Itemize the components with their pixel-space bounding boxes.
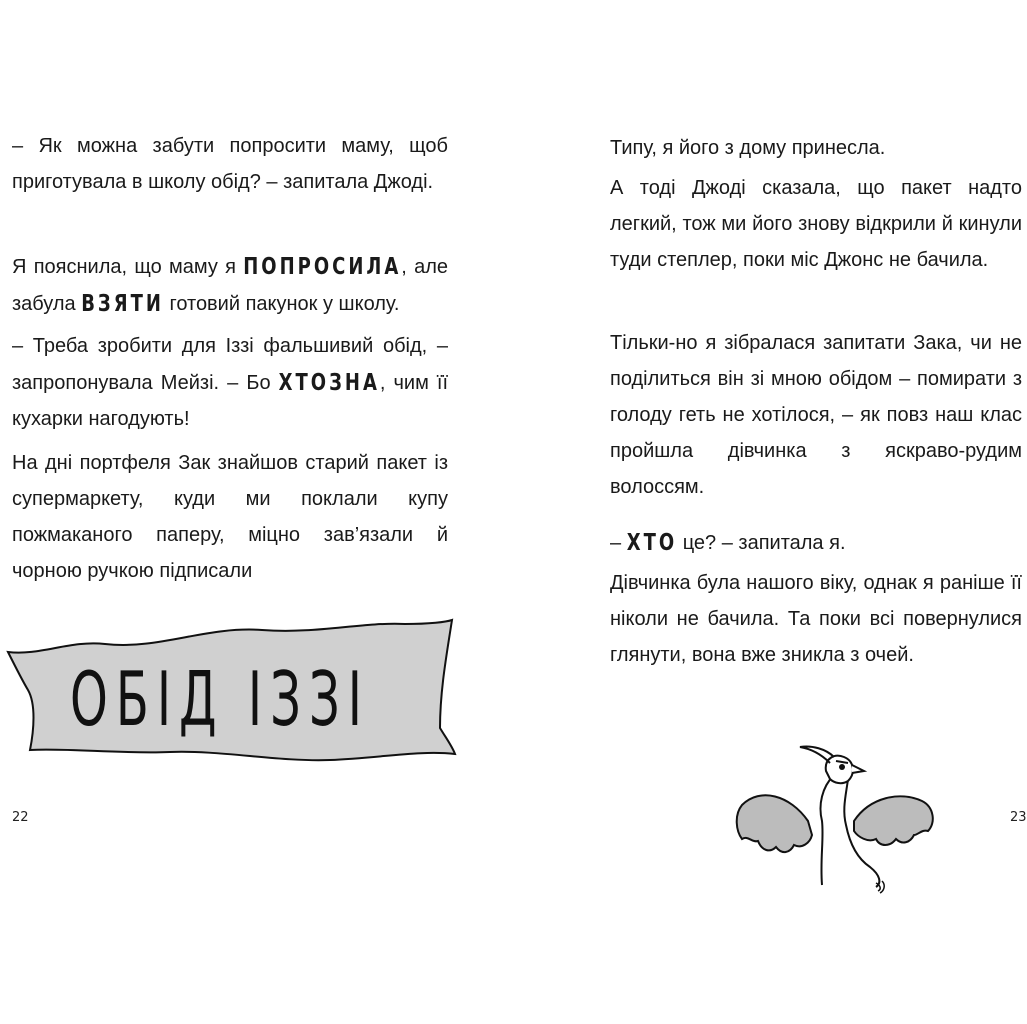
bird-eye bbox=[839, 764, 845, 770]
paragraph-r5-text: Дівчинка була нашого віку, однак я раніше її ніколи не бачила. Та поки всі повернулися глянути, вона вже зникла з очей. bbox=[610, 572, 1022, 666]
paragraph-r2-text: А тоді Джоді сказала, що пакет надто легкий, тож ми його знову відкрили й кинули туди степлер, поки міс Джонс не бачила. bbox=[610, 177, 1022, 271]
lunch-label-banner bbox=[0, 600, 470, 770]
paragraph-1 bbox=[12, 128, 448, 200]
page-number-left: 22 bbox=[12, 810, 29, 825]
paragraph-1-text: – Як можна забути попросити маму, щоб приготувала в школу обід? – запитала Джоді. bbox=[12, 135, 448, 193]
paragraph-r3 bbox=[610, 325, 1022, 505]
paragraph-r5 bbox=[610, 565, 1022, 673]
paragraph-3-text-b: , чим її кухарки нагодують! bbox=[12, 372, 449, 430]
paragraph-r4 bbox=[610, 524, 1022, 561]
emphasis-word-who-knows: ХТОЗНА bbox=[278, 368, 380, 396]
paragraph-r2 bbox=[610, 170, 1022, 278]
paragraph-4-text: На дні портфеля Зак знайшов старий пакет із супермаркету, куди ми поклали купу пожмаканого паперу, міцно зав’язали й чорною ручкою підписали bbox=[12, 452, 448, 582]
paragraph-r4-text-b: це? – запитала я. bbox=[677, 532, 846, 554]
paragraph-2-text-c: готовий пакунок у школу. bbox=[163, 293, 400, 315]
right-wing bbox=[854, 796, 933, 845]
paragraph-2-text-b: , але забула bbox=[12, 256, 449, 315]
paragraph-r1-text: Типу, я його з дому принесла. bbox=[610, 137, 886, 159]
paragraph-4 bbox=[12, 445, 448, 589]
paragraph-r4-text-a: – bbox=[610, 532, 627, 554]
emphasis-word-take: ВЗЯТИ bbox=[81, 289, 164, 317]
bird-head bbox=[826, 756, 853, 783]
paragraph-r1 bbox=[610, 130, 1022, 166]
page-number-right: 23 bbox=[1010, 810, 1027, 825]
paragraph-3-text-a: – Треба зробити для Іззі фальшивий обід, – запропонувала Мейзі. – Бо bbox=[12, 335, 448, 394]
emphasis-word-asked: ПОПРОСИЛА bbox=[243, 252, 402, 280]
left-page bbox=[0, 0, 512, 1024]
paragraph-r3-text: Тільки-но я зібралася запитати Зака, чи не поділиться він зі мною обідом – помирати з голоду геть не хотілося, – як повз наш клас пройшла дівчинка з яскраво-рудим волоссям. bbox=[610, 332, 1022, 498]
paragraph-3 bbox=[12, 328, 448, 437]
paragraph-2-text-a: Я пояснила, що маму я bbox=[12, 256, 244, 278]
banner-text: ОБІД ІЗЗІ bbox=[70, 656, 370, 744]
paragraph-2 bbox=[12, 248, 448, 322]
bird-beak bbox=[852, 765, 864, 773]
emphasis-word-who: ХТО bbox=[626, 528, 678, 556]
left-wing bbox=[737, 795, 812, 852]
bird-icon bbox=[730, 735, 940, 895]
